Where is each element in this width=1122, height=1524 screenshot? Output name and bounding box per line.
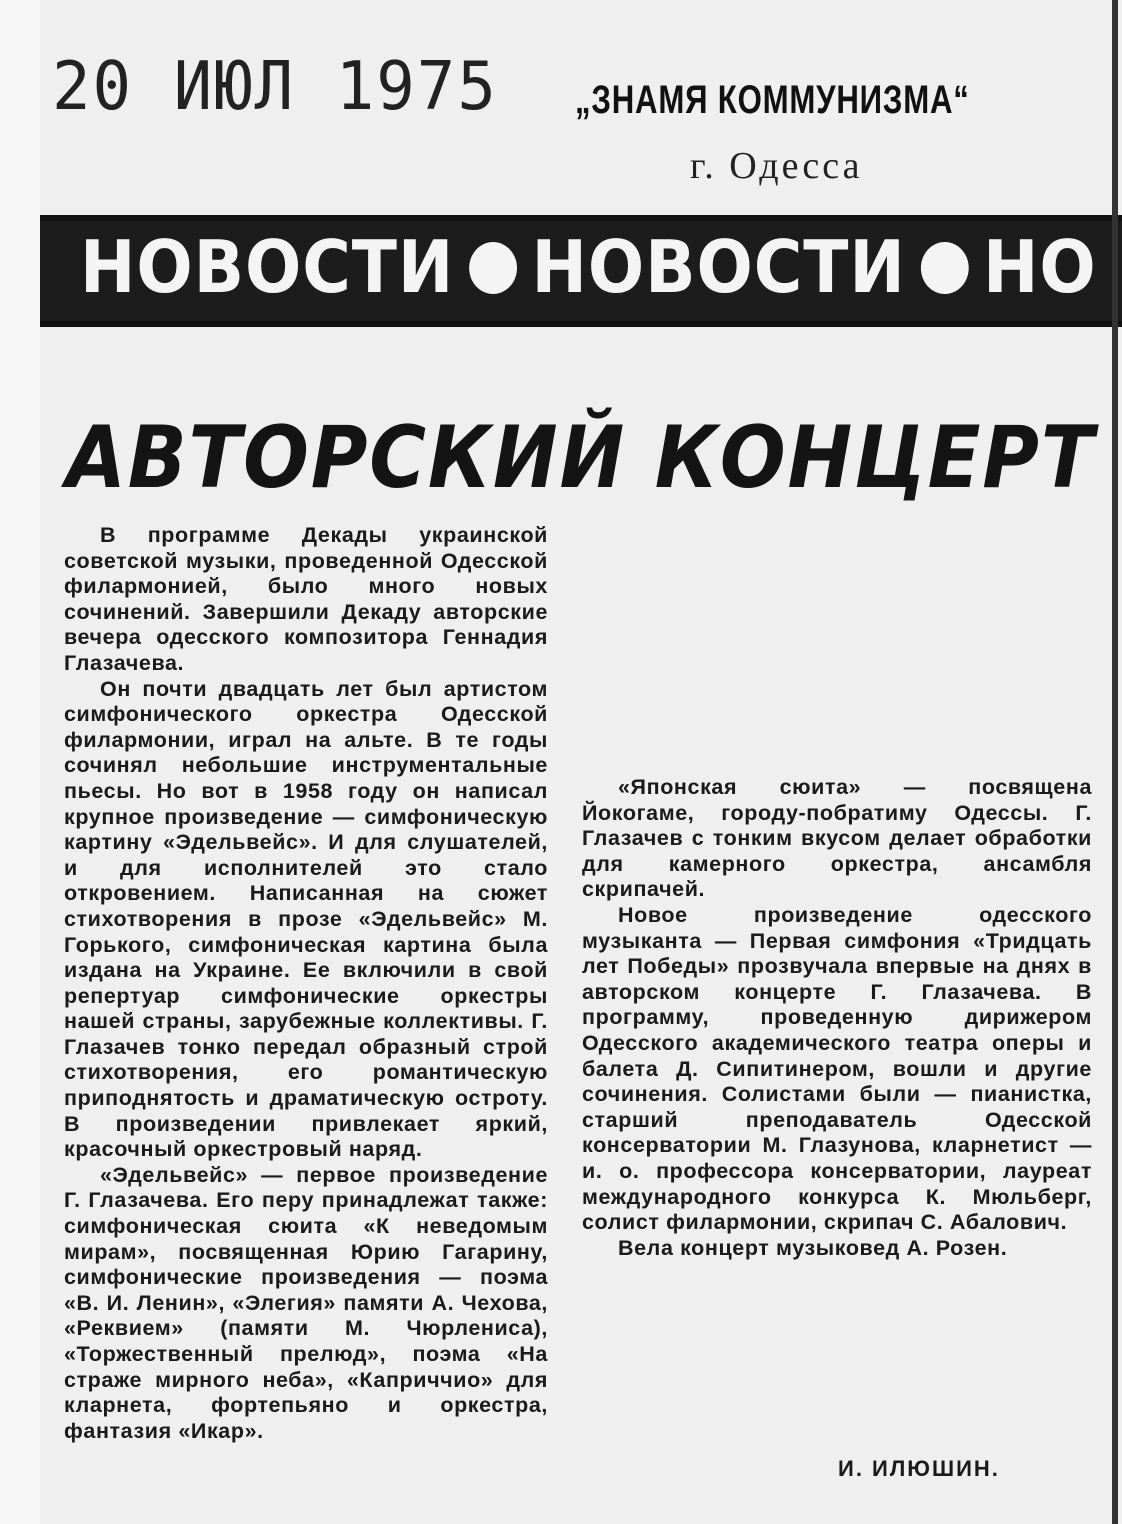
newspaper-name: „ЗНАМЯ КОММУНИЗМА“ — [575, 78, 970, 122]
banner-word: НОВОСТИ — [531, 225, 906, 309]
article-paragraph: «Эдельвейс» — первое произведение Г. Глазачева. Его перу принадлежат также: симфоническая сюита «К неведомым мирам», посвященная Юрию Гагарину, симфонические произведения — поэма «В. И. Ленин», «Элегия» памяти А. Чехова, «Реквием» (памяти М. Чюрлениса), «Торжественный прелюд», поэма «На страже мирного неба», «Каприччио» для кларнета, фортепьяно и оркестра, фантазия «Икар». — [64, 1162, 548, 1443]
article-paragraph: Новое произведение одесского музыканта — Первая симфония «Тридцать лет Победы» прозвучала впервые на днях в авторском концерте Г. Глазачева. В программу, проведенную дирижером Одесского академического театра оперы и балета Д. Сипитинером, вошли и другие сочинения. Солистами были — пианистка, старший преподаватель Одесской консерватории М. Глазунова, кларнетист — и. о. профессора консерватории, лауреат международного конкурса К. Мюльберг, солист филармонии, скрипач С. Абалович. — [582, 902, 1092, 1235]
article-column-left — [64, 523, 548, 1444]
article-paragraph: В программе Декады украинской советской музыки, проведенной Одесской филармонией, было много новых сочинений. Завершили Декаду авторские вечера одесского композитора Геннадия Глазачева. — [64, 523, 548, 675]
banner-word: НОВОСТИ — [80, 225, 455, 309]
newspaper-city: г. Одесса — [690, 145, 863, 187]
date-stamp: 20 ИЮЛ 1975 — [52, 48, 498, 126]
article-author: И. ИЛЮШИН. — [838, 1456, 1000, 1481]
banner-dot-icon — [920, 242, 968, 294]
news-banner — [40, 215, 1122, 327]
article-column-right — [582, 775, 1092, 1261]
clipping-margin — [0, 0, 40, 1524]
article-paragraph: Вела концерт музыковед А. Розен. — [618, 1235, 1008, 1260]
article-paragraph: «Японская сюита» — посвящена Йокогаме, городу-побратиму Одессы. Г. Глазачев с тонким вкусом делает обработки для камерного оркестра, ансамбля скрипачей. — [582, 775, 1092, 902]
column-rule — [1112, 0, 1118, 1524]
article-title: АВТОРСКИЙ КОНЦЕРТ — [66, 408, 1096, 508]
banner-dot-icon — [469, 242, 517, 294]
banner-word: НО — [983, 225, 1097, 309]
banner-text — [80, 225, 1097, 309]
article-paragraph: Он почти двадцать лет был артистом симфонического оркестра Одесской филармонии, играл на альте. В те годы сочинял небольшие инструментальные пьесы. Но вот в 1958 году он написал крупное произведение — симфоническую картину «Эдельвейс». И для слушателей, и для исполнителей это стало откровением. Написанная на сюжет стихотворения в прозе «Эдельвейс» М. Горького, симфоническая картина была издана на Украине. Ее включили в свой репертуар симфонические оркестры нашей страны, зарубежные коллективы. Г. Глазачев тонко передал образный строй стихотворения, его романтическую приподнятость и драматическую остроту. В произведении привлекает яркий, красочный оркестровый наряд. — [64, 676, 548, 1162]
